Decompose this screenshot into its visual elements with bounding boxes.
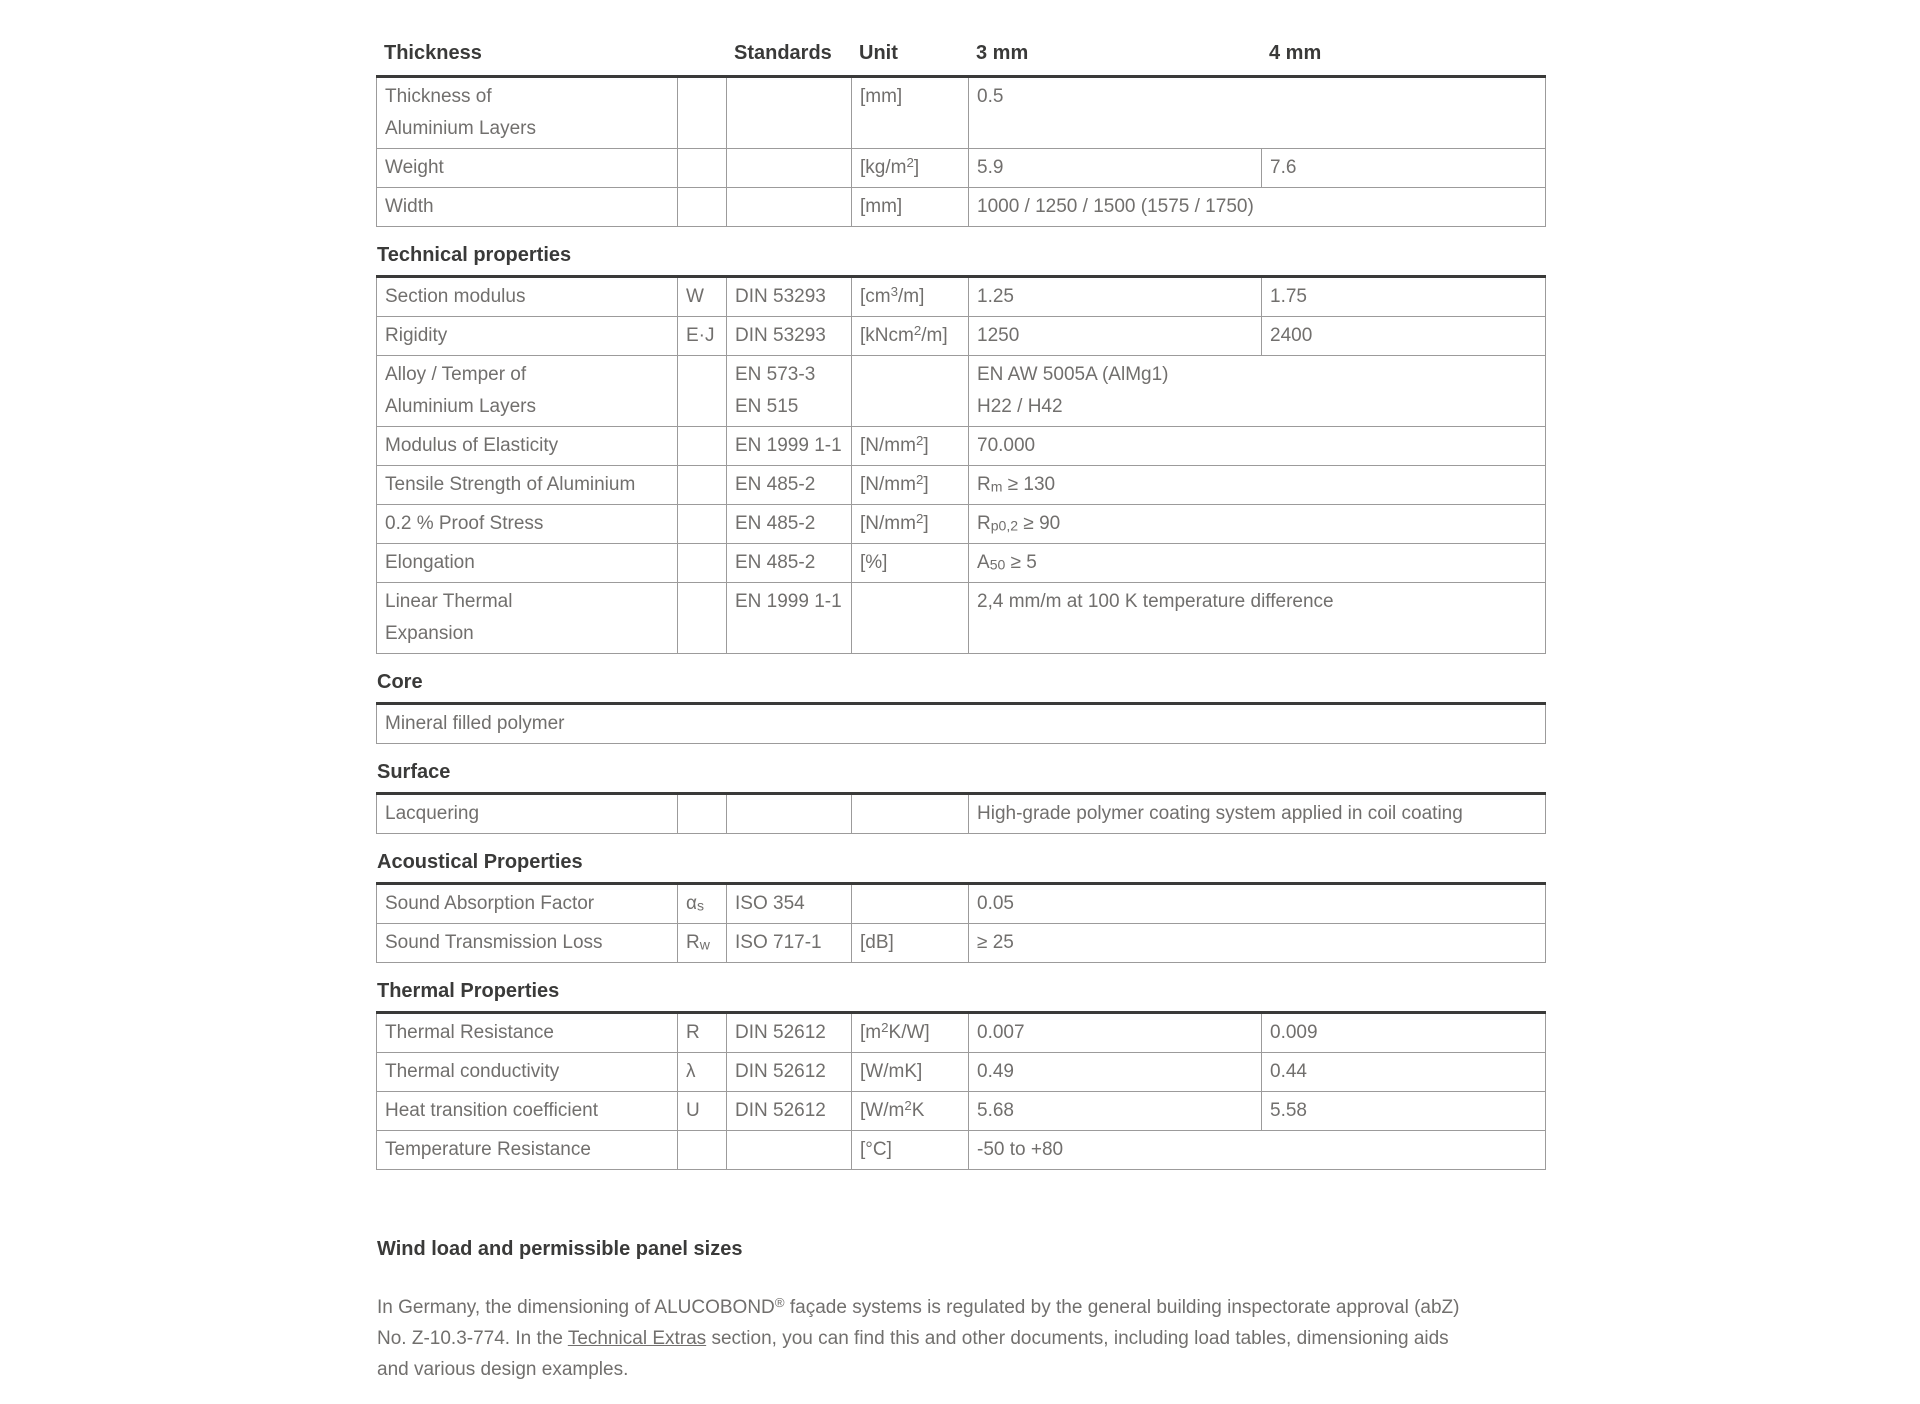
cell-line: Aluminium Layers [385, 118, 536, 139]
cell-line: Linear Thermal [385, 591, 513, 612]
spec-table-dimensions [376, 75, 1546, 227]
cell-value-4mm: 1.75 [1262, 277, 1546, 317]
cell-standard: EN 1999 1-1 [727, 583, 852, 654]
cell-unit: $[N/mm^2]$ [852, 427, 969, 466]
cell-symbol [678, 505, 727, 544]
cell-value-4mm: 0.009 [1262, 1013, 1546, 1053]
cell-value-4mm: 0.44 [1262, 1053, 1546, 1092]
cell-value-3mm: 0.007 [969, 1013, 1262, 1053]
cell-unit [852, 794, 969, 834]
cell-standard: ISO 717-1 [727, 924, 852, 963]
cell-value-3mm: 5.9 [969, 149, 1262, 188]
cell-symbol [678, 583, 727, 654]
cell-standard [727, 1131, 852, 1170]
cell-symbol [678, 356, 727, 427]
cell-label: Elongation [377, 544, 678, 583]
spec-table-acoustical-properties [376, 882, 1546, 963]
cell-standard: DIN 53293 [727, 277, 852, 317]
header-symbol-spacer [677, 40, 726, 75]
cell-value-4mm: 2400 [1262, 317, 1546, 356]
table-row [377, 356, 1546, 427]
table-row [377, 544, 1546, 583]
cell-symbol [678, 427, 727, 466]
cell-symbol: λ [678, 1053, 727, 1092]
table-row [377, 1131, 1546, 1170]
wind-load-heading: Wind load and permissible panel sizes [377, 1238, 743, 1260]
cell-line: Expansion [385, 623, 474, 644]
cell-line: Alloy / Temper of [385, 364, 527, 385]
table-row [377, 794, 1546, 834]
cell-unit: [%] [852, 544, 969, 583]
cell-standard: DIN 52612 [727, 1053, 852, 1092]
header-3mm: 3 mm [976, 42, 1029, 64]
cell-standard: DIN 53293 [727, 317, 852, 356]
cell-standard [727, 149, 852, 188]
cell-standard: EN 485-2 [727, 505, 852, 544]
cell-standard [727, 356, 852, 427]
cell-symbol [678, 544, 727, 583]
cell-unit: $[N/mm^2]$ [852, 505, 969, 544]
table-row [377, 583, 1546, 654]
cell-label [377, 583, 678, 654]
cell-label: Tensile Strength of Aluminium [377, 466, 678, 505]
cell-label: Sound Absorption Factor [377, 884, 678, 924]
cell-label: Heat transition coefficient [377, 1092, 678, 1131]
spec-table-technical-properties [376, 275, 1546, 654]
section-heading-acoustical-properties: Acoustical Properties [377, 851, 583, 873]
cell-symbol: E·J [678, 317, 727, 356]
cell-standard [727, 188, 852, 227]
table-row [377, 1092, 1546, 1131]
cell-unit [852, 583, 969, 654]
cell-value: $R_m \ge 130$ [969, 466, 1546, 505]
cell-value: $A_{50} \ge 5$ [969, 544, 1546, 583]
cell-unit: [mm] [852, 77, 969, 149]
table-row [377, 704, 1546, 744]
cell-symbol [678, 1131, 727, 1170]
section-heading-thermal-properties: Thermal Properties [377, 980, 560, 1002]
cell-unit: [mm] [852, 188, 969, 227]
cell-value: $R_{p0,2} \ge 90$ [969, 505, 1546, 544]
section-heading-technical-properties: Technical properties [377, 244, 572, 266]
cell-unit: [dB] [852, 924, 969, 963]
cell-symbol: $R_w$ [678, 924, 727, 963]
cell-standard: EN 485-2 [727, 544, 852, 583]
cell-symbol: R [678, 1013, 727, 1053]
table-row [377, 317, 1546, 356]
table-row [377, 77, 1546, 149]
cell-label [377, 77, 678, 149]
header-4mm: 4 mm [1269, 42, 1322, 64]
cell-label [377, 356, 678, 427]
section-heading-core: Core [377, 671, 423, 693]
cell-label: Rigidity [377, 317, 678, 356]
cell-standard [727, 794, 852, 834]
cell-symbol [678, 149, 727, 188]
cell-value-3mm: 1.25 [969, 277, 1262, 317]
cell-standard [727, 77, 852, 149]
cell-unit: $[N/mm^2]$ [852, 466, 969, 505]
cell-unit [852, 884, 969, 924]
cell-line: EN 573-3 [735, 364, 816, 385]
cell-value-3mm: 5.68 [969, 1092, 1262, 1131]
cell-unit: [W/mK] [852, 1053, 969, 1092]
cell-standard: EN 1999 1-1 [727, 427, 852, 466]
table-row [377, 1053, 1546, 1092]
cell-unit: $[m^2K/W]$ [852, 1013, 969, 1053]
table-row [377, 1013, 1546, 1053]
cell-line: H22 / H42 [977, 396, 1063, 417]
cell-line: Thickness of [385, 86, 492, 107]
paragraph-text: In Germany, the dimensioning of ALUCOBOND® façade systems is regulated by the general building inspectorate approval (abZ) No. Z-10.3-774. In the [377, 1295, 1460, 1349]
cell-unit [852, 356, 969, 427]
cell-symbol [678, 794, 727, 834]
cell-value: 0.05 [969, 884, 1546, 924]
table-row [377, 427, 1546, 466]
cell-unit: $[cm^3/m]$ [852, 277, 969, 317]
cell-standard: ISO 354 [727, 884, 852, 924]
cell-standard: EN 485-2 [727, 466, 852, 505]
cell-unit: [kNcm$^2$/m] [852, 317, 969, 356]
table-row [377, 277, 1546, 317]
cell-value: ≥ 25 [969, 924, 1546, 963]
wind-load-paragraph [376, 1292, 1545, 1385]
table-header-row [376, 40, 1545, 75]
cell-standard: DIN 52612 [727, 1013, 852, 1053]
cell-symbol [678, 466, 727, 505]
cell-line: Aluminium Layers [385, 396, 536, 417]
header-standards: Standards [734, 42, 832, 64]
cell-symbol [678, 188, 727, 227]
cell-symbol: $\alpha_s$ [678, 884, 727, 924]
cell-label: Width [377, 188, 678, 227]
header-thickness: Thickness [384, 42, 482, 64]
cell-unit: [$W/m^2K$ [852, 1092, 969, 1131]
cell-line: EN 515 [735, 396, 799, 417]
cell-label: Sound Transmission Loss [377, 924, 678, 963]
cell-unit: $[kg/m^2]$ [852, 149, 969, 188]
cell-line: EN AW 5005A (AlMg1) [977, 364, 1169, 385]
cell-value [969, 356, 1546, 427]
cell-value-full: Mineral filled polymer [377, 704, 1546, 744]
cell-label: Thermal conductivity [377, 1053, 678, 1092]
table-row [377, 505, 1546, 544]
technical-extras-link[interactable]: Technical Extras [567, 1328, 707, 1349]
spec-sheet [376, 40, 1545, 1404]
cell-value-4mm: 7.6 [1262, 149, 1546, 188]
cell-value: 2,4 mm/m at 100 K temperature difference [969, 583, 1546, 654]
cell-label: Weight [377, 149, 678, 188]
cell-value: 0.5 [969, 77, 1546, 149]
cell-value: 1000 / 1250 / 1500 (1575 / 1750) [969, 188, 1546, 227]
cell-label: Lacquering [377, 794, 678, 834]
spec-table-core [376, 702, 1546, 744]
cell-label: 0.2 % Proof Stress [377, 505, 678, 544]
cell-label: Temperature Resistance [377, 1131, 678, 1170]
spec-table-header [376, 40, 1545, 75]
cell-unit: [°C] [852, 1131, 969, 1170]
table-row [377, 149, 1546, 188]
table-row [377, 188, 1546, 227]
cell-value-4mm: 5.58 [1262, 1092, 1546, 1131]
cell-value-3mm: 0.49 [969, 1053, 1262, 1092]
cell-value: 70.000 [969, 427, 1546, 466]
cell-value: High-grade polymer coating system applied in coil coating [969, 794, 1546, 834]
table-row [377, 884, 1546, 924]
cell-symbol [678, 77, 727, 149]
cell-label: Thermal Resistance [377, 1013, 678, 1053]
cell-symbol: U [678, 1092, 727, 1131]
paragraph-text: section, you can find this and other documents, including load tables, dimensioning aids and various design examples. [377, 1328, 1449, 1380]
table-row [377, 466, 1546, 505]
cell-value: -50 to +80 [969, 1131, 1546, 1170]
cell-label: Modulus of Elasticity [377, 427, 678, 466]
cell-symbol: W [678, 277, 727, 317]
table-row [377, 924, 1546, 963]
spec-table-surface [376, 792, 1546, 834]
cell-standard: DIN 52612 [727, 1092, 852, 1131]
section-heading-surface: Surface [377, 761, 451, 783]
header-unit: Unit [859, 42, 898, 64]
cell-label: Section modulus [377, 277, 678, 317]
cell-value-3mm: 1250 [969, 317, 1262, 356]
spec-table-thermal-properties [376, 1011, 1546, 1170]
